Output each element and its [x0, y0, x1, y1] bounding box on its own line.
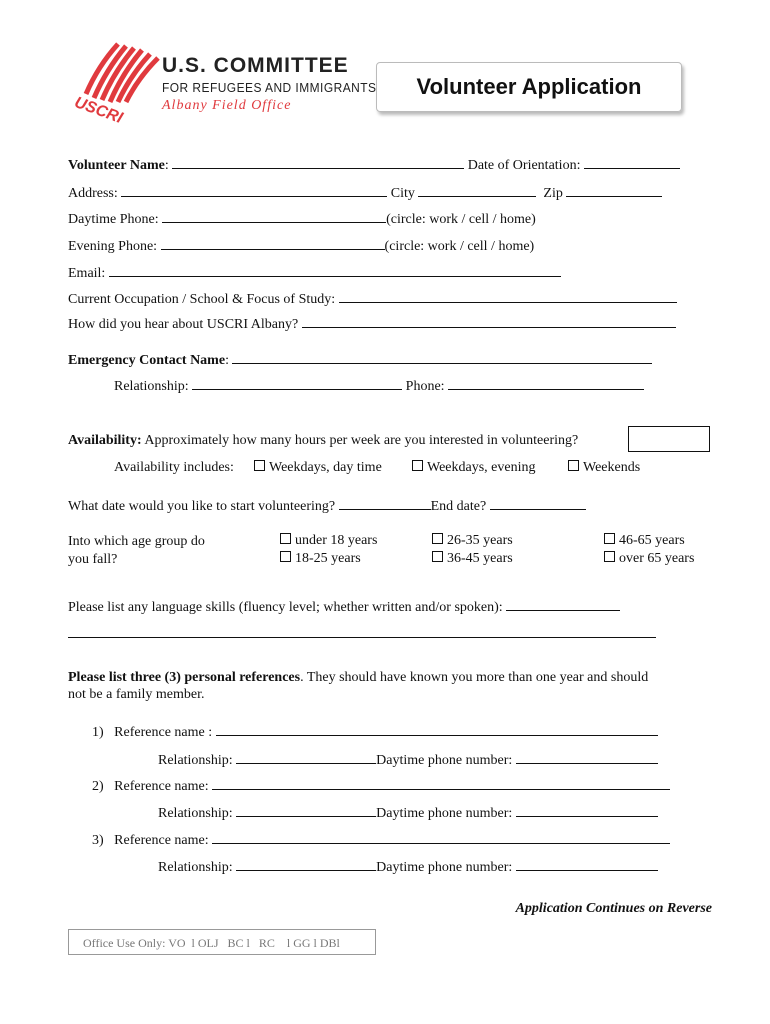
zip-label: Zip	[543, 186, 563, 201]
orientation-field[interactable]	[584, 155, 680, 169]
page-title: Volunteer Application	[376, 62, 682, 112]
daytime-circle-label: (circle: work / cell / home)	[386, 212, 536, 227]
availability-includes-label: Availability includes:	[114, 460, 234, 475]
email-label: Email:	[68, 266, 106, 281]
reference-3-relationship-field[interactable]	[236, 857, 376, 871]
emergency-relationship-label: Relationship:	[114, 379, 189, 394]
reference-1-phone-field[interactable]	[516, 750, 658, 764]
reference-2-relationship-field[interactable]	[236, 803, 376, 817]
emergency-relationship-field[interactable]	[192, 376, 402, 390]
references-heading: Please list three (3) personal references. They should have known you more than one year and should not be a family member.	[68, 670, 649, 702]
hear-field[interactable]	[302, 314, 676, 328]
reference-3-name-row: 3) Reference name:	[92, 830, 670, 849]
logo-line2: FOR REFUGEES AND IMMIGRANTS	[162, 80, 377, 95]
emergency-phone-field[interactable]	[448, 376, 644, 390]
evening-phone-row	[68, 236, 534, 255]
volunteer-name-field[interactable]	[172, 155, 464, 169]
hear-row	[68, 314, 676, 333]
availability-question: Approximately how many hours per week are you interested in volunteering?	[144, 433, 579, 448]
hear-label: How did you hear about USCRI Albany?	[68, 317, 299, 332]
daytime-phone-field[interactable]	[162, 209, 386, 223]
reference-1-detail-row: Relationship: Daytime phone number:	[158, 750, 658, 769]
checkbox-icon	[604, 533, 615, 544]
availability-includes-row	[114, 460, 234, 476]
checkbox-icon	[412, 460, 423, 471]
checkbox-icon	[254, 460, 265, 471]
start-date-field[interactable]	[339, 496, 431, 510]
checkbox-icon	[604, 551, 615, 562]
availability-label: Availability:	[68, 433, 142, 448]
orientation-label: Date of Orientation:	[467, 158, 581, 173]
email-row	[68, 263, 561, 282]
checkbox-icon	[568, 460, 579, 471]
language-field[interactable]	[506, 597, 620, 611]
reference-1-relationship-field[interactable]	[236, 750, 376, 764]
age-option-46-65[interactable]: 46-65 years	[604, 533, 685, 549]
checkbox-icon	[280, 551, 291, 562]
checkbox-icon	[432, 551, 443, 562]
reference-2-name-row: 2) Reference name:	[92, 776, 670, 795]
option-weekdays-day[interactable]: Weekdays, day time	[254, 460, 382, 476]
volunteer-name-row: Volunteer Name: Date of Orientation:	[68, 155, 680, 174]
evening-circle-label: (circle: work / cell / home)	[384, 239, 535, 254]
address-label: Address:	[68, 186, 118, 201]
occupation-row	[68, 289, 677, 308]
start-date-label: What date would you like to start volunteering?	[68, 499, 336, 514]
emergency-detail-row	[114, 376, 644, 395]
logo-acronym: USCRI	[72, 94, 125, 128]
emergency-field[interactable]	[232, 350, 652, 364]
daytime-phone-label: Daytime Phone:	[68, 212, 159, 227]
evening-phone-field[interactable]	[161, 236, 385, 250]
checkbox-icon	[432, 533, 443, 544]
end-date-field[interactable]	[490, 496, 586, 510]
reference-1-name-row: 1) Reference name :	[92, 722, 658, 741]
emergency-row: Emergency Contact Name:	[68, 350, 652, 369]
start-date-row	[68, 496, 586, 515]
zip-field[interactable]	[566, 183, 662, 197]
language-label: Please list any language skills (fluency level; whether written and/or spoken):	[68, 600, 503, 615]
reference-3-detail-row: Relationship: Daytime phone number:	[158, 857, 658, 876]
evening-phone-label: Evening Phone:	[68, 239, 158, 254]
emergency-label: Emergency Contact Name	[68, 353, 226, 368]
option-weekdays-evening[interactable]: Weekdays, evening	[412, 460, 536, 476]
address-field[interactable]	[121, 183, 387, 197]
email-field[interactable]	[109, 263, 561, 277]
reference-3-phone-field[interactable]	[516, 857, 658, 871]
city-field[interactable]	[418, 183, 536, 197]
occupation-label: Current Occupation / School & Focus of Study:	[68, 292, 336, 307]
reference-2-detail-row: Relationship: Daytime phone number:	[158, 803, 658, 822]
age-option-under-18[interactable]: under 18 years	[280, 533, 377, 549]
age-question: Into which age group do you fall?	[68, 534, 205, 567]
reference-3-name-field[interactable]	[212, 830, 670, 844]
daytime-phone-row	[68, 209, 536, 228]
office-use-box: Office Use Only: VO l OLJ BC l RC l GG l DBl	[68, 929, 376, 955]
city-label: City	[390, 186, 415, 201]
end-date-label: End date?	[430, 499, 487, 514]
age-option-26-35[interactable]: 26-35 years	[432, 533, 513, 549]
emergency-phone-label: Phone:	[405, 379, 445, 394]
logo-line1: U.S. COMMITTEE	[162, 54, 349, 77]
option-weekends[interactable]: Weekends	[568, 460, 640, 476]
hours-input-box[interactable]	[628, 426, 710, 452]
logo-line3: Albany Field Office	[162, 98, 292, 113]
checkbox-icon	[280, 533, 291, 544]
address-row	[68, 183, 662, 202]
uscri-logo	[72, 36, 377, 128]
reference-2-phone-field[interactable]	[516, 803, 658, 817]
continues-note: Application Continues on Reverse	[515, 901, 712, 916]
availability-row	[68, 433, 578, 449]
language-row	[68, 597, 620, 616]
volunteer-name-label: Volunteer Name	[68, 158, 165, 173]
age-option-over-65[interactable]: over 65 years	[604, 551, 694, 567]
occupation-field[interactable]	[339, 289, 677, 303]
age-option-36-45[interactable]: 36-45 years	[432, 551, 513, 567]
reference-1-name-field[interactable]	[216, 722, 658, 736]
reference-2-name-field[interactable]	[212, 776, 670, 790]
age-option-18-25[interactable]: 18-25 years	[280, 551, 361, 567]
language-field-line2[interactable]	[68, 624, 656, 638]
